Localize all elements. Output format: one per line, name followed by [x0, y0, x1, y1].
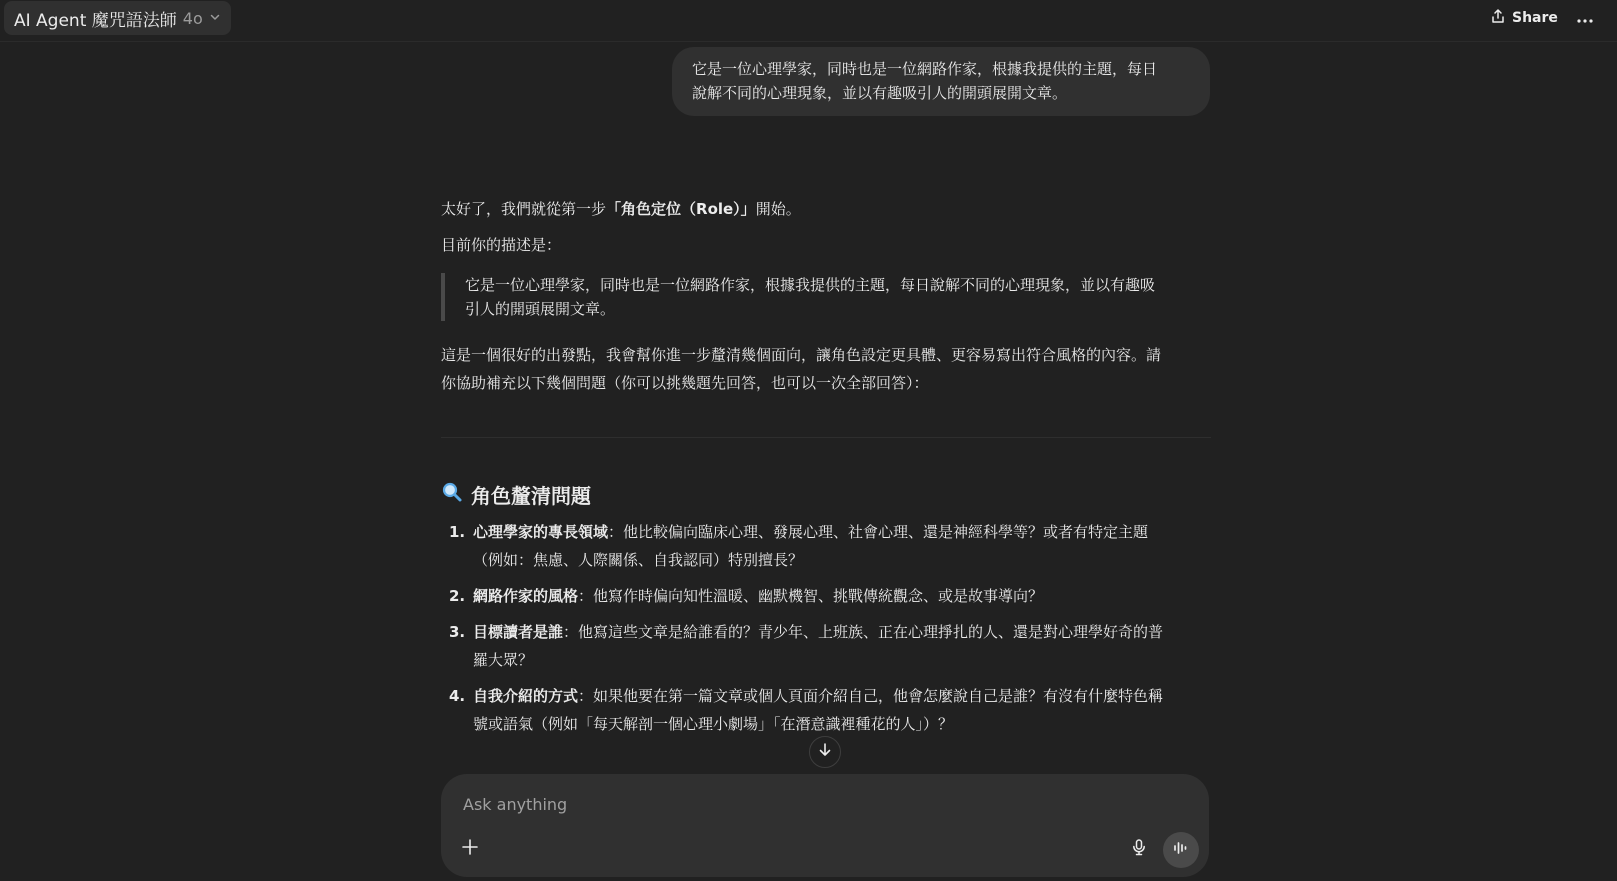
voice-mode-button[interactable] [1163, 832, 1199, 868]
intro-bold: 「角色定位（Role）」 [606, 200, 756, 218]
assistant-intro [441, 196, 801, 222]
quote-line: 它是一位心理學家，同時也是一位網路作家，根據我提供的主題，每日說解不同的心理現象，並以有趣吸 [465, 276, 1156, 294]
list-number: 4. [449, 687, 466, 705]
list-number: 2. [449, 587, 466, 605]
mic-icon [1130, 838, 1148, 860]
item-text: ：他寫作時偏向知性溫暖、幽默機智、挑戰傳統觀念、或是故事導向？ [578, 587, 1044, 605]
share-button[interactable] [1490, 5, 1558, 31]
item-text: ：他比較偏向臨床心理、發展心理、社會心理、還是神經科學等？或者有特定主題 [608, 523, 1149, 541]
blockquote [441, 273, 1211, 321]
composer [441, 774, 1209, 877]
item-text-cont: 號或語氣（例如「每天解剖一個心理小劇場」「在潛意識裡種花的人」）？ [473, 715, 954, 733]
more-icon [1576, 9, 1594, 28]
user-message-line: 說解不同的心理現象，並以有趣吸引人的開頭展開文章。 [692, 84, 1068, 102]
list-item [441, 582, 1211, 610]
divider [441, 437, 1211, 438]
model-switcher[interactable] [4, 1, 231, 35]
assistant-paragraph [441, 341, 1211, 397]
arrow-down-icon [817, 742, 833, 762]
intro-text-end: 開始。 [755, 200, 801, 218]
intro-text: 太好了，我們就從第一步 [441, 200, 607, 218]
item-title: 網路作家的風格 [473, 587, 579, 605]
item-text: ：如果他要在第一篇文章或個人頁面介紹自己，他會怎麼說自己是誰？有沒有什麼特色稱 [578, 687, 1164, 705]
item-text-cont: 羅大眾？ [473, 651, 534, 669]
question-list [441, 518, 1211, 746]
item-text: ：他寫這些文章是給誰看的？青少年、上班族、正在心理掙扎的人、還是對心理學好奇的普 [563, 623, 1164, 641]
current-description-label: 目前你的描述是： [441, 236, 562, 254]
more-options-button[interactable] [1572, 5, 1598, 31]
paragraph-line: 這是一個很好的出發點，我會幫你進一步釐清幾個面向，讓角色設定更具體、更容易寫出符合風格的內容。請 [441, 346, 1162, 364]
list-item [441, 518, 1211, 574]
share-label: Share [1512, 10, 1558, 26]
voice-mode-icon [1172, 839, 1190, 861]
share-icon [1490, 8, 1506, 28]
add-attachment-button[interactable] [455, 834, 485, 864]
list-item [441, 682, 1211, 738]
prompt-input[interactable] [461, 790, 1165, 818]
model-version: 4o [182, 8, 203, 28]
item-title: 自我介紹的方式 [473, 687, 579, 705]
list-number: 3. [449, 623, 466, 641]
magnifier-icon [441, 481, 463, 510]
user-message-bubble [672, 47, 1210, 116]
item-text-cont: （例如：焦慮、人際關係、自我認同）特別擅長？ [473, 551, 804, 569]
model-name: AI Agent 魔咒語法師 [14, 10, 177, 31]
top-bar [0, 0, 1617, 42]
quote-line: 引人的開頭展開文章。 [465, 300, 616, 318]
paragraph-line: 你協助補充以下幾個問題（你可以挑幾題先回答，也可以一次全部回答）： [441, 374, 929, 392]
user-message-line: 它是一位心理學家，同時也是一位網路作家，根據我提供的主題，每日 [692, 60, 1158, 78]
scroll-to-bottom-button[interactable] [809, 736, 841, 768]
plus-icon [461, 838, 479, 860]
dictate-button[interactable] [1124, 834, 1154, 864]
list-item [441, 618, 1211, 674]
chevron-down-icon [207, 8, 221, 28]
section-heading [441, 481, 591, 510]
item-title: 目標讀者是誰 [473, 623, 564, 641]
heading-text: 角色釐清問題 [471, 483, 591, 508]
list-number: 1. [449, 523, 466, 541]
item-title: 心理學家的專長領域 [473, 523, 609, 541]
